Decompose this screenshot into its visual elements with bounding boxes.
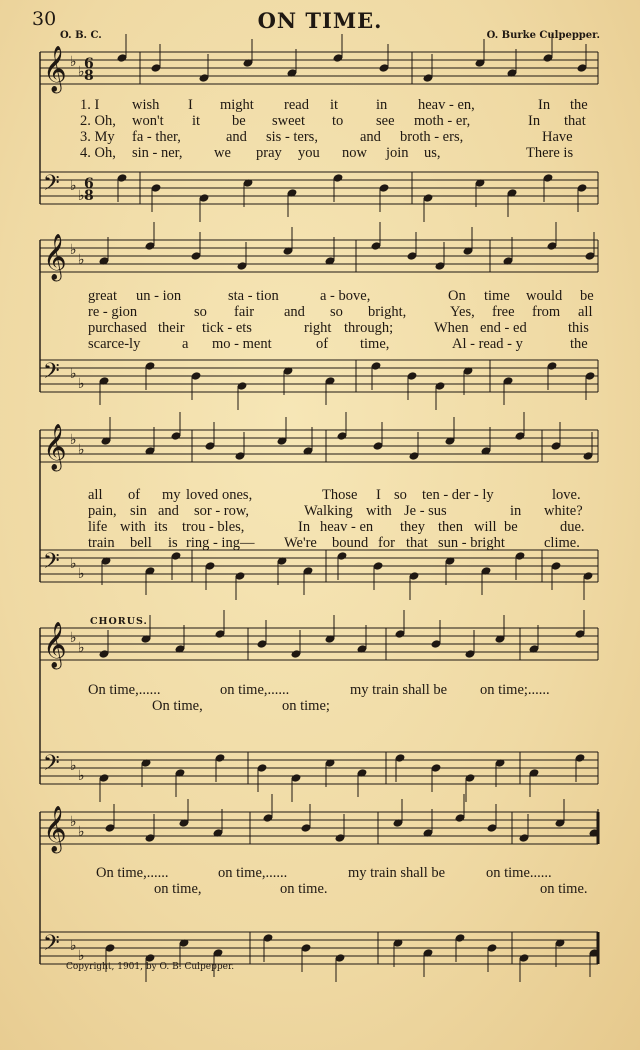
copyright-notice: Copyright, 1901, by O. B. Culpepper. [66,962,235,972]
flat-icon: ♭ [70,242,77,258]
flat-icon: ♭ [70,630,77,646]
flat-icon: ♭ [78,376,85,392]
flat-icon: ♭ [70,814,77,830]
meter-credit: O. B. C. [60,30,102,41]
flat-icon: ♭ [78,640,85,656]
flat-icon: ♭ [78,442,85,458]
bass-time-signature: 6 8 [84,176,94,204]
flat-icon: ♭ [78,64,85,80]
hymn-title: ON TIME. [257,8,383,33]
flat-icon: ♭ [70,178,77,194]
flat-icon: ♭ [70,432,77,448]
bass-clef-icon: 𝄢 [43,359,60,389]
flat-icon: ♭ [78,566,85,582]
treble-clef-icon: 𝄞 [43,424,67,470]
treble-clef-icon: 𝄞 [43,622,67,668]
flat-icon: ♭ [78,252,85,268]
chorus-label: CHORUS. [90,616,148,627]
flat-icon: ♭ [78,188,85,204]
flat-icon: ♭ [78,768,85,784]
bass-clef-icon: 𝄢 [43,751,60,781]
treble-time-signature: 6 8 [84,56,94,84]
page-number: 30 [32,8,57,30]
flat-icon: ♭ [70,54,77,70]
flat-icon: ♭ [78,824,85,840]
flat-icon: ♭ [78,948,85,964]
flat-icon: ♭ [70,366,77,382]
composer-credit: O. Burke Culpepper. [486,30,600,41]
treble-clef-icon: 𝄞 [43,46,67,92]
treble-clef-icon: 𝄞 [43,806,67,852]
flat-icon: ♭ [70,938,77,954]
bass-clef-icon: 𝄢 [43,549,60,579]
hymn-page: 30 ON TIME. O. B. C. O. Burke Culpepper. 𝄞 ♭ ♭ 𝄢 ♭ ♭ 𝄞 ♭ ♭ 𝄢 ♭ ♭ 𝄞 ♭ ♭ 𝄢 ♭ ♭ 𝄞 ♭ ♭ 𝄢 ♭ ♭ 𝄞 ♭ ♭ 𝄢 ♭ ♭ 6 8 6 8 1. I wish I might read it in heav - en, In the 2. Oh, won't it be sweet to see moth - er, In that 3. My fa - ther, and sis - ters, and broth - ers, Have 4. Oh, sin - ner, we pray you now join us, There is great un - ion sta - tion a - bove, On time would be re - gion so fair and so bright, Yes, free from all purchased their tick - ets right through; When end - ed this scarce-ly a mo - ment of time, Al - read - y the all of my loved ones, Those I so ten - der - ly love. pain, sin and sor - row, Walking with Je - sus in white? life with its trou - bles, In heav - en they then will be due. train bell is ring - ing— We're bound for that sun - bright clime. CHORUS. On time,...... on time,...... my train shall be on time;...... On time, on time; On time,...... on time,...... my train shall be on time...... on time, on time. on time. Copyright, 1901, by O. B. Culpepper. [0,0,640,1050]
flat-icon: ♭ [70,758,77,774]
bass-clef-icon: 𝄢 [43,171,60,201]
treble-clef-icon: 𝄞 [43,234,67,280]
bass-clef-icon: 𝄢 [43,931,60,961]
flat-icon: ♭ [70,556,77,572]
